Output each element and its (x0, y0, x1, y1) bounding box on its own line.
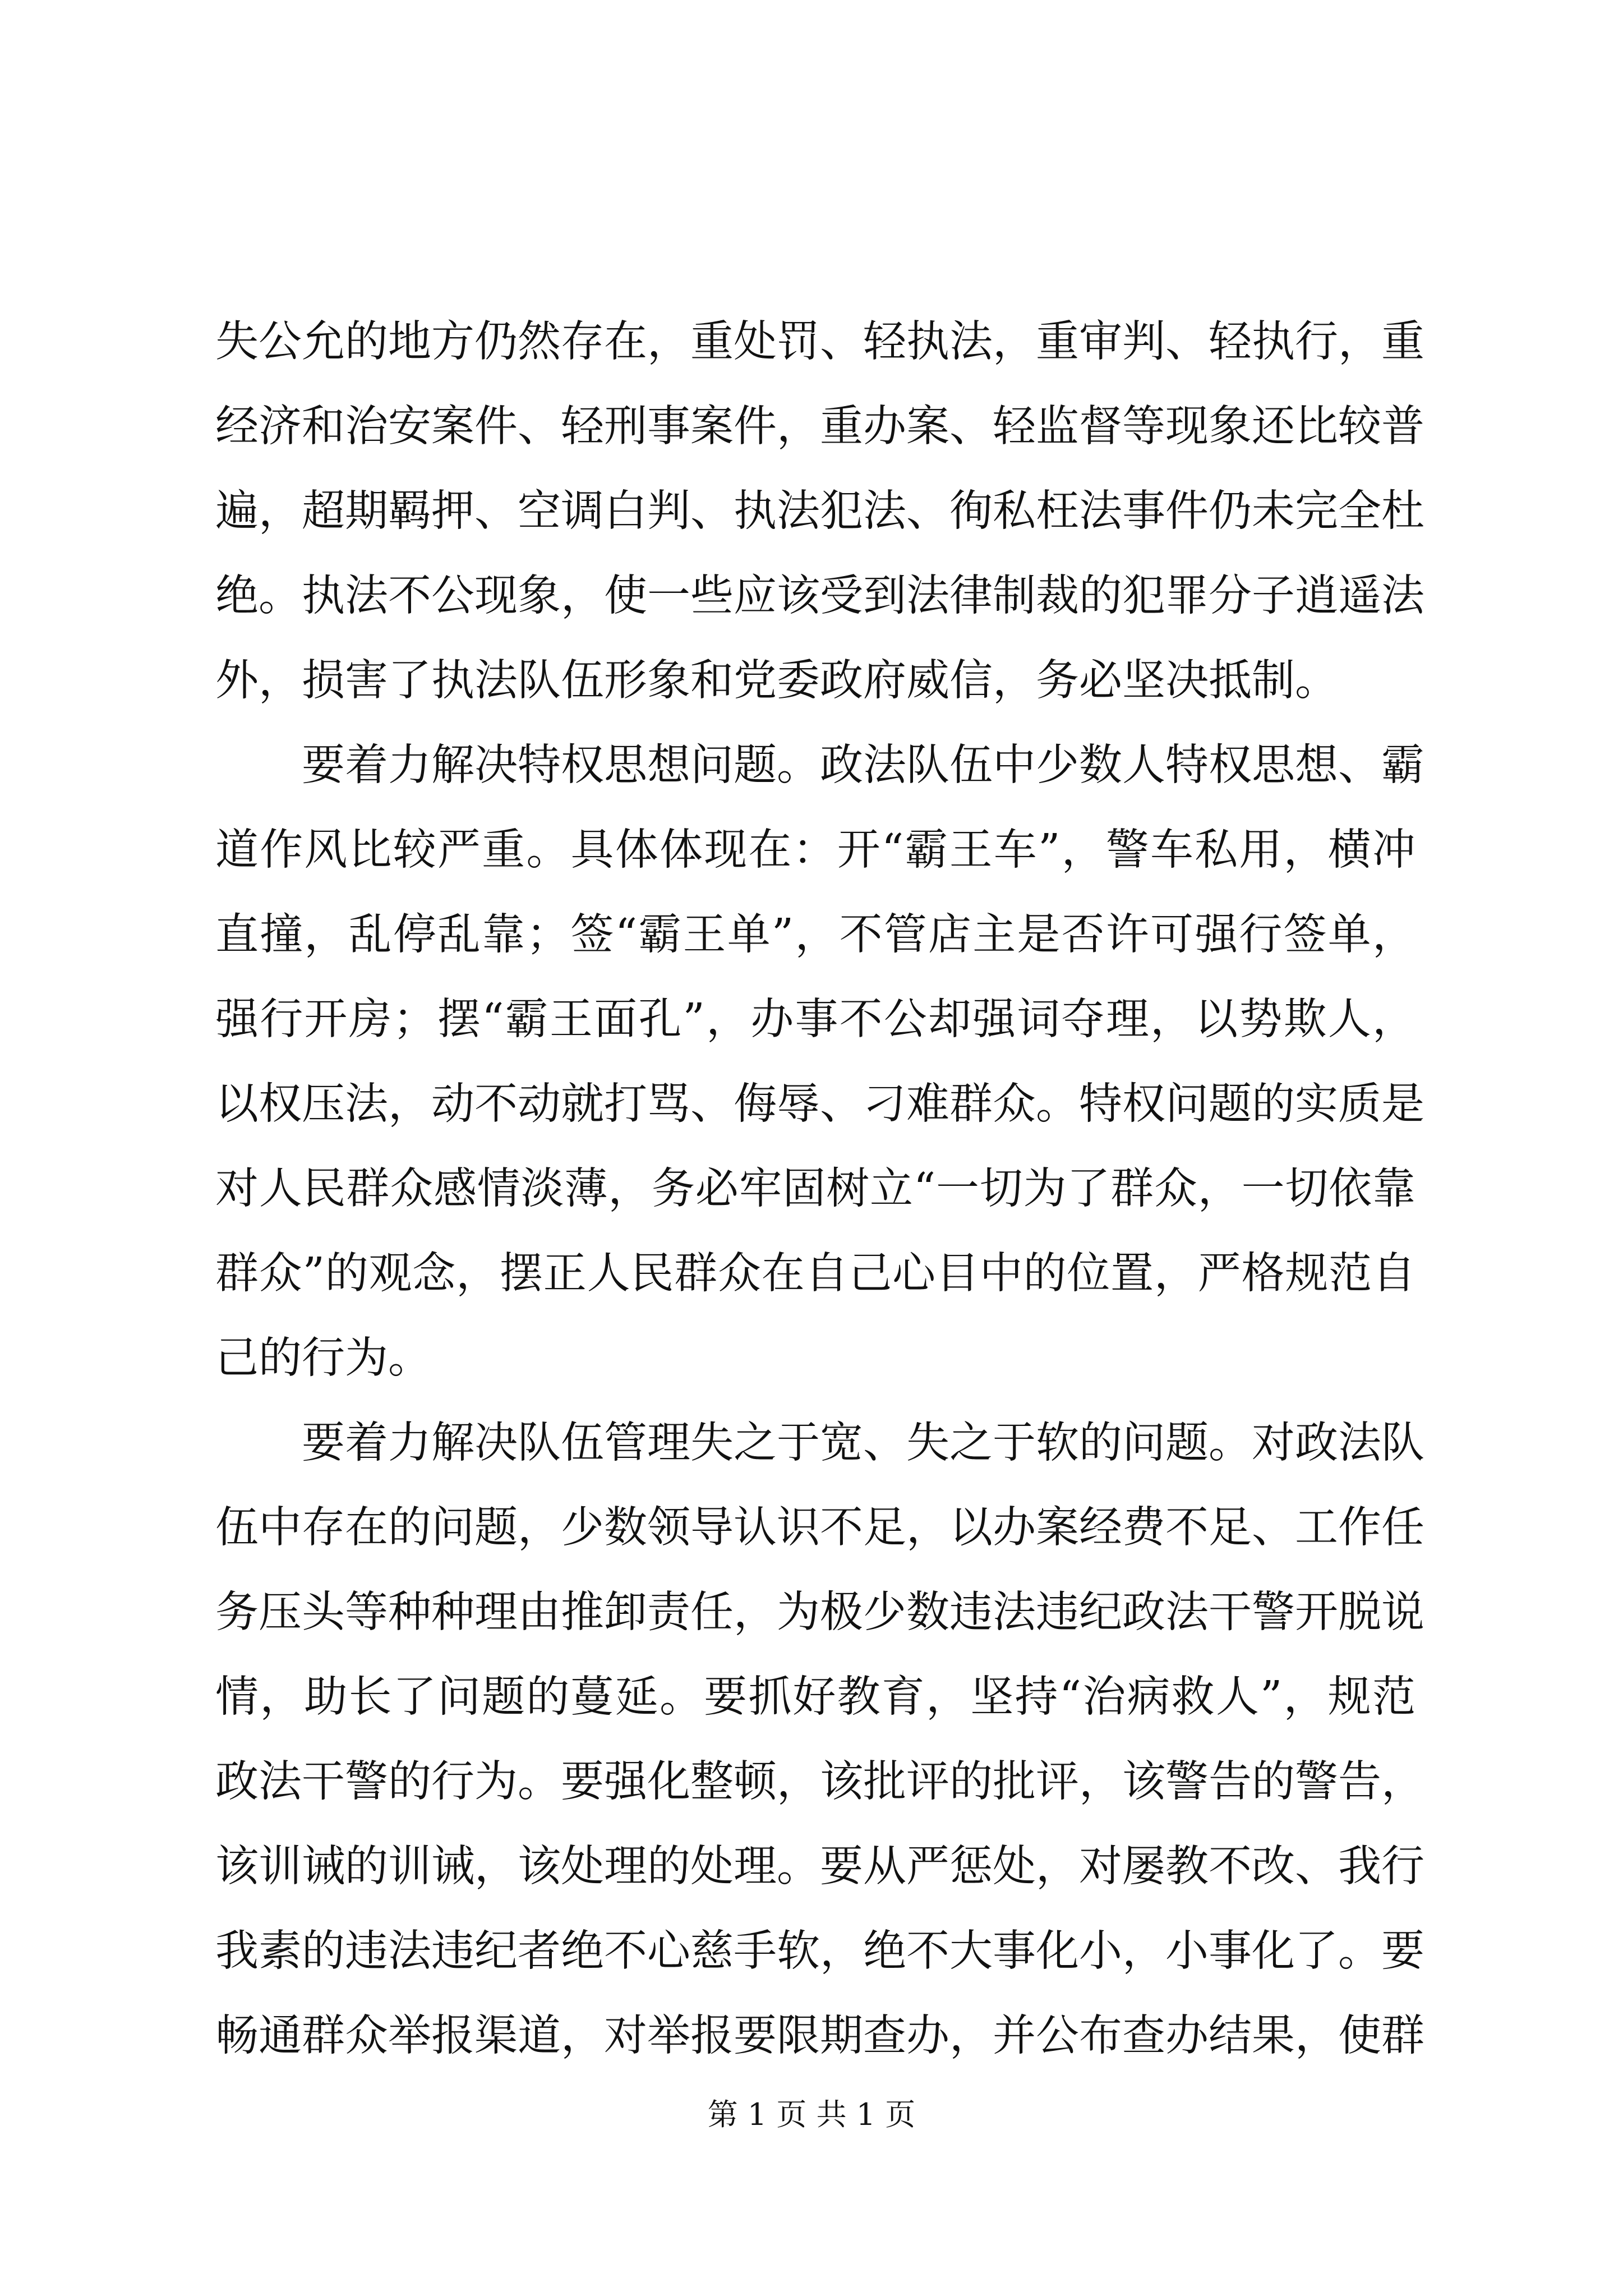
text-line: 群众”的观念，摆正人民群众在自己心目中的位置，严格规范自 (215, 1249, 1415, 1299)
text-line: 伍中存在的问题，少数领导认识不足，以办案经费不足、工作任 (215, 1503, 1424, 1553)
text-line: 要着力解决特权思想问题。政法队伍中少数人特权思想、霸 (215, 740, 1424, 790)
text-line: 要着力解决队伍管理失之于宽、失之于软的问题。对政法队 (215, 1418, 1424, 1468)
text-line: 强行开房；摆“霸王面孔”，办事不公却强词夺理，以势欺人， (215, 995, 1415, 1045)
text-line: 外，损害了执法队伍形象和党委政府威信，务必坚决抵制。 (215, 656, 1338, 706)
text-line: 以权压法，动不动就打骂、侮辱、刁难群众。特权问题的实质是 (215, 1079, 1424, 1129)
text-line: 情，助长了问题的蔓延。要抓好教育，坚持“治病救人”，规范 (215, 1672, 1415, 1722)
text-line: 遍，超期羁押、空调白判、执法犯法、徇私枉法事件仍未完全杜 (215, 486, 1424, 536)
text-line: 畅通群众举报渠道，对举报要限期查办，并公布查办结果，使群 (215, 2011, 1424, 2061)
text-line: 失公允的地方仍然存在，重处罚、轻执法，重审判、轻执行，重 (215, 317, 1424, 367)
body-text (215, 300, 1424, 2078)
text-line: 绝。执法不公现象，使一些应该受到法律制裁的犯罪分子逍遥法 (215, 571, 1424, 621)
text-line: 我素的违法违纪者绝不心慈手软，绝不大事化小，小事化了。要 (215, 1926, 1424, 1976)
text-line: 直撞，乱停乱靠；签“霸王单”，不管店主是否许可强行签单， (215, 910, 1415, 960)
text-line: 务压头等种种理由推卸责任，为极少数违法违纪政法干警开脱说 (215, 1588, 1424, 1637)
text-line: 经济和治安案件、轻刑事案件，重办案、轻监督等现象还比较普 (215, 402, 1424, 452)
text-line: 该训诫的训诫，该处理的处理。要从严惩处，对屡教不改、我行 (215, 1842, 1424, 1892)
text-line: 己的行为。 (215, 1333, 431, 1383)
text-line: 政法干警的行为。要强化整顿，该批评的批评，该警告的警告， (215, 1757, 1424, 1807)
text-line: 道作风比较严重。具体体现在：开“霸王车”，警车私用，横冲 (215, 825, 1415, 875)
page-number: 第 1 页 共 1 页 (707, 2097, 916, 2132)
text-line: 对人民群众感情淡薄，务必牢固树立“一切为了群众，一切依靠 (215, 1164, 1415, 1214)
